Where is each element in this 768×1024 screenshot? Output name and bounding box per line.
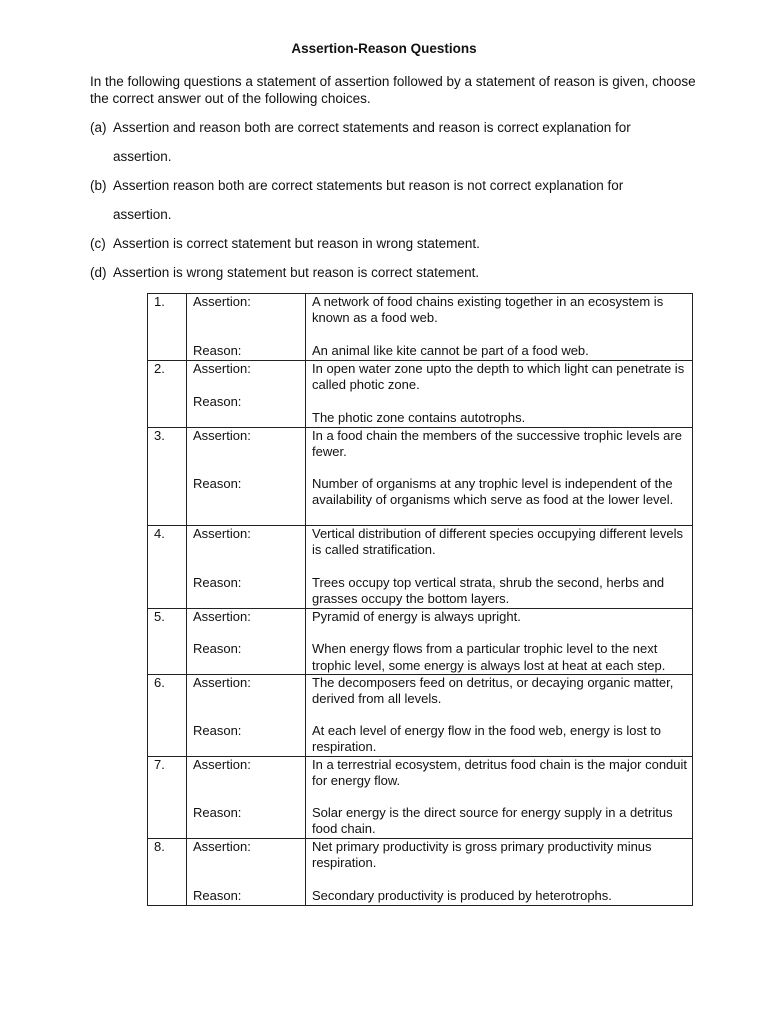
label-cell <box>187 427 306 525</box>
reason-text: Number of organisms at any trophic level is independent of the availability of organisms which serve as food at the lower level. <box>312 475 674 508</box>
assertion-label: Assertion: <box>193 294 251 309</box>
assertion-label: Assertion: <box>193 608 251 624</box>
choice-c <box>90 235 700 252</box>
statement-cell <box>306 294 693 361</box>
questions-table <box>147 293 693 906</box>
choice-letter: (b) <box>90 178 107 193</box>
statement-cell <box>306 427 693 525</box>
label-cell <box>187 675 306 757</box>
assertion-text: In open water zone upto the depth to which light can penetrate is called photic zone. <box>312 360 685 393</box>
choice-d <box>90 264 700 281</box>
reason-label: Reason: <box>193 343 242 359</box>
reason-label: Reason: <box>193 723 242 739</box>
assertion-label: Assertion: <box>193 675 251 691</box>
reason-text: When energy flows from a particular trophic level to the next trophic level, some energy is always lost at heat at each step. <box>312 641 666 673</box>
question-number: 1. <box>148 294 187 361</box>
reason-text: At each level of energy flow in the food web, energy is lost to respiration. <box>312 723 662 755</box>
question-number: 6. <box>148 675 187 757</box>
question-number: 3. <box>148 427 187 525</box>
statement-cell <box>306 608 693 674</box>
label-cell <box>187 525 306 608</box>
page-title: Assertion-Reason Questions <box>291 41 477 56</box>
question-number: 2. <box>148 360 187 427</box>
assertion-text: A network of food chains existing together in an ecosystem is known as a food web. <box>312 294 664 326</box>
table-row <box>148 294 693 361</box>
question-number: 7. <box>148 757 187 839</box>
reason-label: Reason: <box>193 476 242 492</box>
statement-cell <box>306 675 693 757</box>
choice-text: Assertion is wrong statement but reason is correct statement. <box>113 265 480 280</box>
statement-cell <box>306 839 693 906</box>
assertion-text: Vertical distribution of different species occupying different levels is called stratification. <box>312 525 683 558</box>
question-number: 5. <box>148 608 187 674</box>
question-number: 4. <box>148 525 187 608</box>
table-row <box>148 525 693 608</box>
reason-label: Reason: <box>193 888 242 904</box>
choice-text: Assertion reason both are correct statements but reason is not correct explanation for <box>113 178 624 193</box>
choice-letter: (a) <box>90 120 107 135</box>
question-number: 8. <box>148 839 187 906</box>
table-row <box>148 360 693 427</box>
choice-a <box>90 119 700 165</box>
reason-label: Reason: <box>193 575 242 591</box>
choice-letter: (d) <box>90 265 107 280</box>
assertion-label: Assertion: <box>193 360 251 376</box>
assertion-label: Assertion: <box>193 427 251 443</box>
reason-text: Secondary productivity is produced by heterotrophs. <box>312 888 612 904</box>
statement-cell <box>306 360 693 427</box>
table-row <box>148 608 693 674</box>
assertion-text: Pyramid of energy is always upright. <box>312 608 521 624</box>
assertion-text: Net primary productivity is gross primary productivity minus respiration. <box>312 839 652 871</box>
reason-text: Trees occupy top vertical strata, shrub the second, herbs and grasses occupy the bottom layers. <box>312 574 665 607</box>
statement-cell <box>306 757 693 839</box>
statement-cell <box>306 525 693 608</box>
table-row <box>148 757 693 839</box>
reason-label: Reason: <box>193 394 242 410</box>
assertion-label: Assertion: <box>193 839 251 855</box>
choice-continuation: assertion. <box>113 149 172 164</box>
reason-text: An animal like kite cannot be part of a food web. <box>312 343 589 358</box>
assertion-text: In a food chain the members of the successive trophic levels are fewer. <box>312 427 682 460</box>
assertion-text: In a terrestrial ecosystem, detritus food chain is the major conduit for energy flow. <box>312 757 688 789</box>
choice-text: Assertion is correct statement but reason in wrong statement. <box>113 236 480 251</box>
assertion-text: The decomposers feed on detritus, or decaying organic matter, derived from all levels. <box>312 675 674 707</box>
assertion-label: Assertion: <box>193 525 251 541</box>
label-cell <box>187 294 306 361</box>
reason-text: The photic zone contains autotrophs. <box>312 409 526 425</box>
choice-letter: (c) <box>90 236 106 251</box>
choice-text: Assertion and reason both are correct statements and reason is correct explanation for <box>113 120 631 135</box>
table-row <box>148 427 693 525</box>
choice-continuation: assertion. <box>113 207 172 222</box>
label-cell <box>187 757 306 839</box>
choice-b <box>90 177 700 223</box>
assertion-label: Assertion: <box>193 757 251 773</box>
table-row <box>148 675 693 757</box>
reason-text: Solar energy is the direct source for energy supply in a detritus food chain. <box>312 805 673 837</box>
table-row <box>148 839 693 906</box>
instructions: In the following questions a statement of assertion followed by a statement of reason is given, choose the correct answer out of the following choices. <box>90 74 696 106</box>
reason-label: Reason: <box>193 805 242 821</box>
label-cell <box>187 839 306 906</box>
label-cell <box>187 360 306 427</box>
reason-label: Reason: <box>193 641 242 657</box>
label-cell <box>187 608 306 674</box>
